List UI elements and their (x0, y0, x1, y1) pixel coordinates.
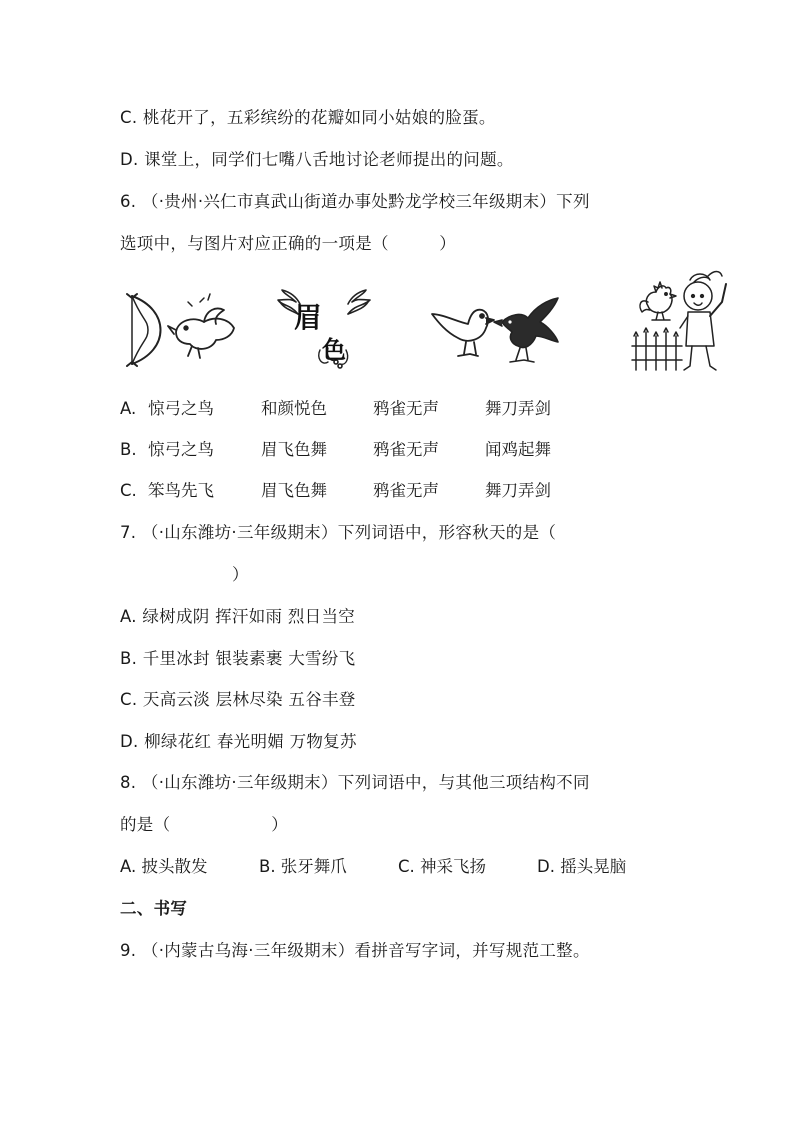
picture-char-mei: 眉 (294, 301, 323, 334)
q5-option-d: D. 课堂上，同学们七嘴八舌地讨论老师提出的问题。 (120, 150, 514, 169)
q7-stem-line1: 7. （·山东潍坊·三年级期末）下列词语中，形容秋天的是（ (120, 523, 557, 542)
q7-option-d: D. 柳绿花红 春光明媚 万物复苏 (120, 732, 357, 751)
q6-option-b-word2: 眉飞色舞 (261, 440, 327, 459)
q7-option-a: A. 绿树成阴 挥汗如雨 烈日当空 (120, 607, 356, 626)
q8-option-b: B. 张牙舞爪 (259, 857, 347, 876)
q6-option-b-word1: 惊弓之鸟 (148, 440, 214, 459)
frightened-bird-icon (168, 294, 234, 358)
sparrow-icon (432, 310, 494, 356)
bow-and-bird-picture (120, 290, 240, 370)
q7-option-c: C. 天高云淡 层林尽染 五谷丰登 (120, 690, 356, 709)
rooster-child-fence-picture (630, 266, 730, 378)
q9-stem: 9. （·内蒙古乌海·三年级期末）看拼音写字词，并写规范工整。 (120, 941, 590, 960)
q6-option-c-word4: 舞刀弄剑 (485, 481, 551, 500)
q6-stem-line1: 6. （·贵州·兴仁市真武山街道办事处黔龙学校三年级期末）下列 (120, 192, 590, 211)
crow-icon (494, 298, 558, 362)
q6-option-a-word1: 惊弓之鸟 (148, 399, 214, 418)
q8-option-a: A. 披头散发 (120, 857, 208, 876)
rooster-icon (640, 282, 676, 320)
q5-option-c: C. 桃花开了，五彩缤纷的花瓣如同小姑娘的脸蛋。 (120, 108, 496, 127)
q6-option-c-word3: 鸦雀无声 (373, 481, 439, 500)
q6-option-b-word3: 鸦雀无声 (373, 440, 439, 459)
q6-option-a-word4: 舞刀弄剑 (485, 399, 551, 418)
two-birds-picture (428, 292, 568, 368)
q6-option-a-word3: 鸦雀无声 (373, 399, 439, 418)
q6-option-c-letter: C. (120, 481, 137, 500)
section-heading-writing: 二、书写 (120, 899, 188, 918)
q8-stem-line2: 的是（ ） (120, 815, 288, 834)
q6-option-c-word2: 眉飞色舞 (261, 481, 327, 500)
q6-option-a-word2: 和颜悦色 (261, 399, 327, 418)
q6-stem-line2: 选项中，与图片对应正确的一项是（ ） (120, 234, 456, 253)
q6-option-b-word4: 闻鸡起舞 (485, 440, 551, 459)
picture-char-se: 色 (322, 335, 346, 364)
q8-stem-line1: 8. （·山东潍坊·三年级期末）下列词语中，与其他三项结构不同 (120, 773, 590, 792)
q7-stem-line2: ） (232, 565, 249, 584)
q8-option-c: C. 神采飞扬 (398, 857, 487, 876)
q6-option-b-letter: B. (120, 440, 137, 459)
child-icon (680, 272, 726, 371)
q6-option-c-word1: 笨鸟先飞 (148, 481, 214, 500)
q6-option-a-letter: A. (120, 399, 137, 418)
q8-option-d: D. 摇头晃脑 (537, 857, 627, 876)
q7-option-b: B. 千里冰封 银装素裹 大雪纷飞 (120, 649, 356, 668)
fence-icon (632, 328, 682, 370)
